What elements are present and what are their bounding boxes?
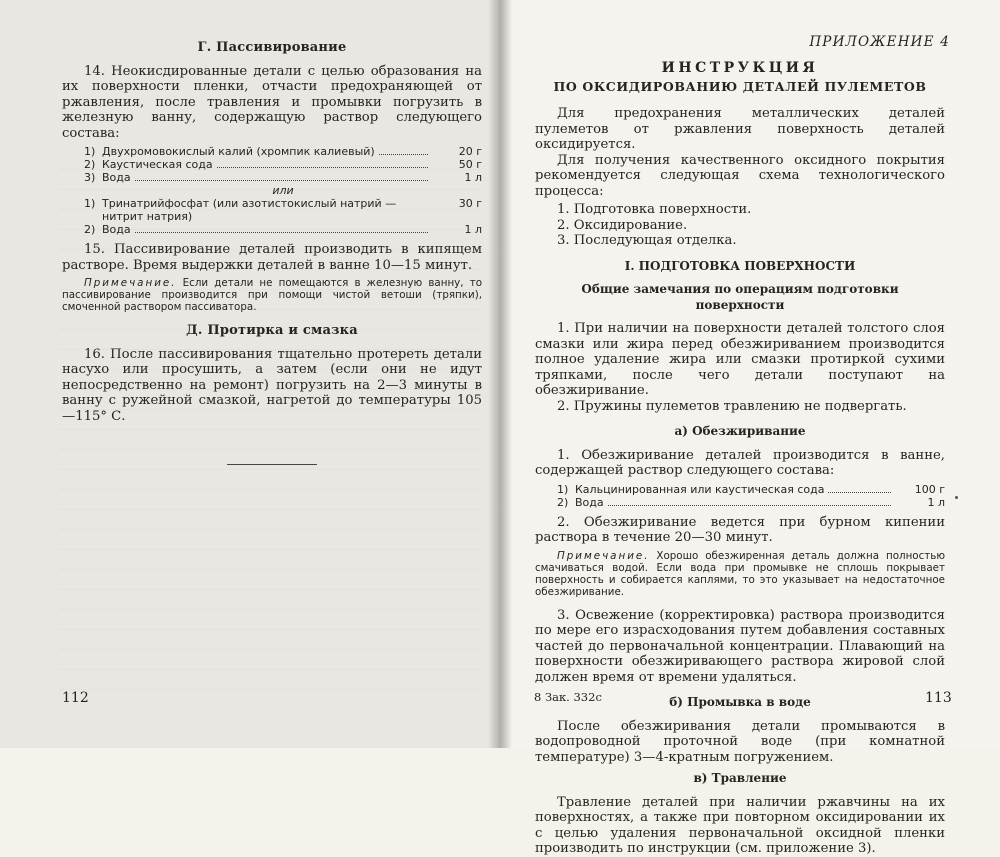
section-d-title: Д. Протирка и смазка [186,323,358,338]
process-step: 3. Последующая отделка. [557,233,737,248]
note [535,550,945,598]
left-page-content [62,40,482,465]
intro-2: Для получения качественного оксидного покрытия рекомендуется следующая схема технологического процесса: [535,152,945,199]
book-gutter [488,0,512,748]
appendix-label: ПРИЛОЖЕНИЕ 4 [809,34,950,50]
page-number-left: 112 [62,690,89,706]
recipe-item: 2) Каустическая сода 50 г [84,158,482,171]
paragraph-16: 16. После пассивирования тщательно протереть детали насухо или просушить, а затем (если они не идут непосредственно на ремонт) погрузить на 2—3 минуты в ванну с ружейной смазкой, нагретой до температуры 105—115° С. [62,346,482,424]
item-2: 2. Пружины пулеметов травлению не подвергать. [557,398,907,414]
process-steps [557,202,945,249]
recipe-list-1 [84,145,482,236]
instruction-title: ИНСТРУКЦИЯ [661,60,819,76]
page-number-right: 113 [925,690,952,706]
instruction-subtitle: ПО ОКСИДИРОВАНИЮ ДЕТАЛЕЙ ПУЛЕМЕТОВ [553,78,927,94]
left-page [0,0,500,748]
note-text: Хорошо обезжиренная деталь должна полностью смачиваться водой. Если вода при промывке не сплошь покрывает поверхность и собирается каплями, то это указывает на недостаточное обезжиривание. [535,549,946,598]
paragraph-14: 14. Неокисдированные детали с целью образования на их поверхности пленки, отчасти предохраняющей от ржавления, после травления и промывки погрузить в железную ванну, содержащую раствор следующего состава: [62,63,482,141]
paragraph-15: 15. Пассивирование деталей производить в кипящем растворе. Время выдержки деталей в ванне 10—15 минут. [62,242,482,273]
note [62,277,482,313]
paper-speck [955,496,958,499]
note-label: Примечание. [84,277,177,289]
right-page-content [535,33,945,857]
subsection-a-title: а) Обезжиривание [674,424,806,438]
process-step: 1. Подготовка поверхности. [557,202,752,217]
section-1-subtitle: Общие замечания по операциям подготовки поверхности [581,282,899,312]
item-1: 1. При наличии на поверхности деталей толстого слоя смазки или жира перед обезжириванием производится полное удаление жира или смазки протиркой сухими тряпками, после чего детали поступают на обезжиривание. [535,321,945,398]
recipe-item: 1) Двухромовокислый калий (хромпик калиевый) 20 г [84,145,482,158]
note-label: Примечание. [557,549,650,562]
recipe-or: или [272,184,294,197]
a-item-1: 1. Обезжиривание деталей производится в ванне, содержащей раствор следующего состава: [535,447,945,478]
recipe-item: 1) Кальцинированная или каустическая сода 100 г [557,482,945,496]
recipe-item: 2) Вода 1 л [557,495,945,509]
recipe-list [557,483,945,509]
process-step: 2. Оксидирование. [557,217,688,233]
intro-1: Для предохранения металлических деталей пулеметов от ржавления поверхность деталей оксидируется. [535,106,945,152]
right-page [500,0,1000,856]
a-item-2: 2. Обезжиривание ведется при бурном кипении раствора в течение 20—30 минут. [535,514,945,545]
divider [227,464,317,465]
a-item-3: 3. Освежение (корректировка) раствора производится по мере его израсходования путем добавления составных частей до первоначальной концентрации. Плавающий на поверхности обезжиривающего раствора жировой слой должен время от времени удаляться. [535,607,945,685]
recipe-item: 3) Вода 1 л [84,171,482,184]
b-item-1: После обезжиривания детали промываются в водопроводной проточной воде (при комнатной температуре) 3—4-кратным погружением. [535,718,945,765]
recipe-item: 1) Тринатрийфосфат (или азотистокислый натрий — нитрит натрия) 30 г [84,197,482,223]
recipe-item: 2) Вода 1 л [84,223,482,236]
v-item-1: Травление деталей при наличии ржавчины на их поверхностях, а также при повторном оксидировании их с целью удаления первоначальной оксидной пленки производить по инструкции (см. приложение 3). [535,794,945,856]
note-text: Если детали не помещаются в железную ванну, то пассивирование производится при помощи чистой ветоши (тряпки), смоченной раствором пассиватора. [62,277,482,313]
subsection-v-title: в) Травление [693,771,787,785]
section-1-title: I. ПОДГОТОВКА ПОВЕРХНОСТИ [624,258,856,273]
subsection-b-title: б) Промывка в воде [669,695,811,709]
printing-mark: 8 Зак. 332с [534,690,602,704]
section-g-title: Г. Пассивирование [197,40,347,55]
